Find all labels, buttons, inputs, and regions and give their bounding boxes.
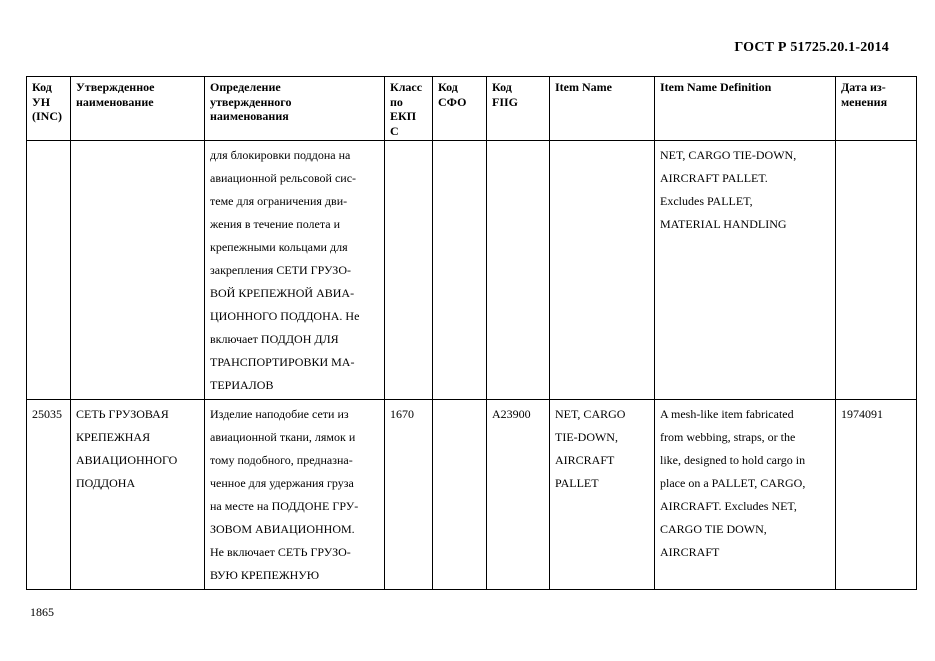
cell-sfo-code	[433, 141, 487, 400]
table-row	[27, 400, 917, 590]
document-standard-code: ГОСТ Р 51725.20.1-2014	[734, 40, 889, 55]
header-item-name-definition: Item Name Definition	[655, 77, 836, 141]
header-change-date: Дата из- менения	[836, 77, 917, 141]
page-number: 1865	[30, 605, 54, 619]
cell-change-date	[836, 141, 917, 400]
header-fiig-code: Код FIIG	[487, 77, 550, 141]
table-header-row	[27, 77, 917, 141]
cell-class-ekps: 1670	[385, 400, 433, 590]
header-definition: Определение утвержденного наименования	[205, 77, 385, 141]
cell-approved-name: СЕТЬ ГРУЗОВАЯ КРЕПЕЖНАЯ АВИАЦИОННОГО ПОДДОНА	[71, 400, 205, 590]
catalog-table	[26, 76, 917, 590]
header-class-ekps: Класс по ЕКП С	[385, 77, 433, 141]
header-sfo-code: Код СФО	[433, 77, 487, 141]
cell-class-ekps	[385, 141, 433, 400]
cell-definition: для блокировки поддона на авиационной рельсовой сис- теме для ограничения дви- жения в течение полета и крепежными кольцами для закрепления СЕТИ ГРУЗО- ВОЙ КРЕПЕЖНОЙ АВИА- ЦИОННОГО ПОДДОНА. Не включает ПОДДОН ДЛЯ ТРАНСПОРТИРОВКИ МА- ТЕРИАЛОВ	[205, 141, 385, 400]
cell-fiig-code: A23900	[487, 400, 550, 590]
cell-inc	[27, 141, 71, 400]
cell-item-name	[550, 141, 655, 400]
cell-change-date: 1974091	[836, 400, 917, 590]
cell-inc: 25035	[27, 400, 71, 590]
cell-item-name-definition: A mesh-like item fabricated from webbing, straps, or the like, designed to hold cargo in place on a PALLET, CARGO, AIRCRAFT. Excludes NET, CARGO TIE DOWN, AIRCRAFT	[655, 400, 836, 590]
cell-item-name: NET, CARGO TIE-DOWN, AIRCRAFT PALLET	[550, 400, 655, 590]
cell-definition: Изделие наподобие сети из авиационной ткани, лямок и тому подобного, предназна- ченное для удержания груза на месте на ПОДДОНЕ ГРУ- ЗОВОМ АВИАЦИОННОМ. Не включает СЕТЬ ГРУЗО- ВУЮ КРЕПЕЖНУЮ	[205, 400, 385, 590]
header-item-name: Item Name	[550, 77, 655, 141]
cell-approved-name	[71, 141, 205, 400]
cell-item-name-definition: NET, CARGO TIE-DOWN, AIRCRAFT PALLET. Excludes PALLET, MATERIAL HANDLING	[655, 141, 836, 400]
header-inc: Код УН (INC)	[27, 77, 71, 141]
cell-sfo-code	[433, 400, 487, 590]
cell-fiig-code	[487, 141, 550, 400]
table-row	[27, 141, 917, 400]
header-approved-name: Утвержденное наименование	[71, 77, 205, 141]
